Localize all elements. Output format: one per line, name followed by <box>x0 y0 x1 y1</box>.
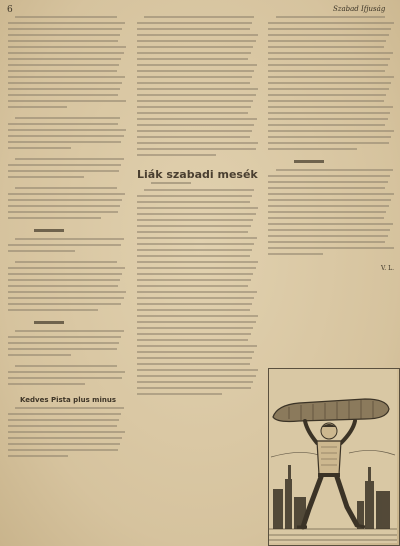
text-line <box>137 142 258 144</box>
text-line <box>137 76 252 78</box>
text-line <box>137 34 258 36</box>
text-line <box>268 193 394 195</box>
text-line <box>137 136 250 138</box>
text-line <box>144 16 254 18</box>
paragraph <box>8 158 126 178</box>
text-line <box>8 437 122 439</box>
text-line <box>8 129 126 131</box>
text-line <box>137 225 251 227</box>
text-line <box>15 16 116 18</box>
text-line <box>8 371 125 373</box>
text-line <box>137 130 252 132</box>
text-line <box>15 158 124 160</box>
paragraph <box>268 169 394 255</box>
text-line <box>15 238 124 240</box>
text-line <box>137 64 257 66</box>
text-line <box>8 70 117 72</box>
text-line <box>8 449 118 451</box>
paragraph <box>8 330 126 356</box>
text-line <box>144 189 254 191</box>
text-line <box>268 34 389 36</box>
text-line <box>8 82 122 84</box>
text-line <box>137 40 256 42</box>
text-line <box>268 136 391 138</box>
text-line <box>268 88 389 90</box>
text-line <box>268 58 390 60</box>
text-line <box>268 241 385 243</box>
text-line <box>137 327 253 329</box>
text-line <box>268 199 391 201</box>
paragraph <box>137 16 258 156</box>
text-line <box>268 112 390 114</box>
text-line <box>137 381 253 383</box>
text-line <box>137 52 251 54</box>
text-line <box>268 22 394 24</box>
text-line <box>137 363 250 365</box>
text-line <box>137 369 258 371</box>
text-line <box>8 34 120 36</box>
text-line <box>8 431 125 433</box>
paragraph <box>8 16 126 108</box>
text-line <box>137 112 248 114</box>
woodcut-illustration <box>268 368 400 546</box>
page-number: 6 <box>7 5 13 15</box>
text-line <box>137 297 254 299</box>
text-line <box>268 187 385 189</box>
text-line <box>8 106 67 108</box>
text-line <box>137 28 250 30</box>
text-line <box>268 253 323 255</box>
text-line <box>268 211 386 213</box>
text-line <box>8 285 118 287</box>
text-line <box>137 255 250 257</box>
text-line <box>268 94 386 96</box>
text-line <box>137 88 258 90</box>
text-line <box>15 261 116 263</box>
text-line <box>8 193 125 195</box>
text-line <box>8 22 125 24</box>
text-line <box>8 58 121 60</box>
text-line <box>8 135 124 137</box>
text-line <box>15 407 124 409</box>
text-line <box>137 70 254 72</box>
text-line <box>8 176 84 178</box>
text-line <box>8 279 120 281</box>
text-line <box>268 106 393 108</box>
text-line <box>268 217 384 219</box>
paragraph <box>8 261 126 311</box>
text-line <box>268 235 388 237</box>
text-line <box>137 345 257 347</box>
text-line <box>137 387 251 389</box>
text-line <box>137 357 252 359</box>
text-line <box>137 201 250 203</box>
text-line <box>137 309 250 311</box>
text-line <box>276 169 393 171</box>
text-line <box>137 339 248 341</box>
text-line <box>15 117 120 119</box>
text-line <box>8 443 120 445</box>
text-line <box>8 383 85 385</box>
text-line <box>268 70 385 72</box>
text-line <box>8 354 71 356</box>
text-line <box>268 130 394 132</box>
text-line <box>8 250 75 252</box>
paragraph <box>8 365 126 385</box>
text-line <box>137 46 253 48</box>
paragraph <box>8 187 126 219</box>
text-line <box>8 52 124 54</box>
text-line <box>8 425 117 427</box>
text-line <box>8 455 68 457</box>
text-line <box>8 273 122 275</box>
text-line <box>276 16 386 18</box>
text-line <box>15 365 116 367</box>
text-line <box>8 303 121 305</box>
text-line <box>8 217 101 219</box>
text-line <box>137 207 258 209</box>
text-line <box>268 148 357 150</box>
text-line <box>137 315 258 317</box>
text-line <box>137 148 256 150</box>
text-line <box>8 123 118 125</box>
text-line <box>8 291 126 293</box>
worker-with-mallet-drawing <box>269 369 397 543</box>
text-line <box>8 419 119 421</box>
text-line <box>8 297 124 299</box>
text-line <box>8 199 122 201</box>
paragraph <box>8 407 126 457</box>
text-line <box>8 244 121 246</box>
text-line <box>268 181 388 183</box>
text-line <box>268 229 390 231</box>
text-line <box>8 94 118 96</box>
text-line <box>8 141 121 143</box>
story-title: Liák szabadi mesék <box>137 168 258 181</box>
paragraph <box>137 189 258 395</box>
text-line <box>137 249 252 251</box>
text-line <box>137 243 254 245</box>
section-subheading: Kedves Pista plus minus <box>20 396 117 404</box>
text-line <box>268 52 393 54</box>
paragraph <box>8 117 126 149</box>
text-line <box>268 247 394 249</box>
text-line <box>8 28 122 30</box>
text-line <box>8 147 71 149</box>
text-line <box>137 291 257 293</box>
text-line <box>268 118 388 120</box>
small-heading <box>34 321 126 327</box>
text-line <box>137 118 257 120</box>
text-line <box>137 100 253 102</box>
text-line <box>137 279 251 281</box>
byline <box>151 182 191 184</box>
text-line <box>137 22 252 24</box>
text-line <box>137 267 256 269</box>
small-heading <box>34 229 126 235</box>
text-line <box>8 309 98 311</box>
paragraph <box>8 238 126 252</box>
text-line <box>137 333 251 335</box>
text-line <box>8 336 121 338</box>
text-line <box>268 223 393 225</box>
text-line <box>8 46 126 48</box>
text-line <box>8 267 125 269</box>
text-line <box>8 164 121 166</box>
text-line <box>137 261 258 263</box>
text-line <box>137 58 248 60</box>
text-line <box>268 142 389 144</box>
small-heading <box>294 160 394 166</box>
text-line <box>8 342 119 344</box>
text-line <box>268 124 385 126</box>
text-line <box>137 273 253 275</box>
text-line <box>137 351 254 353</box>
text-line <box>137 94 256 96</box>
text-line <box>137 124 254 126</box>
text-line <box>137 106 251 108</box>
text-line <box>137 303 252 305</box>
text-line <box>137 82 250 84</box>
text-line <box>8 413 121 415</box>
text-line <box>15 187 116 189</box>
text-line <box>8 348 117 350</box>
text-line <box>137 393 222 395</box>
running-title: Szabad Ifjuság <box>333 5 386 13</box>
text-line <box>8 205 120 207</box>
text-line <box>137 213 256 215</box>
text-line <box>8 100 126 102</box>
text-line <box>268 64 388 66</box>
text-line <box>8 64 119 66</box>
column-right <box>268 16 394 272</box>
text-line <box>268 40 386 42</box>
column-left <box>8 16 126 466</box>
text-line <box>8 211 118 213</box>
text-line <box>137 154 216 156</box>
paragraph <box>268 16 394 150</box>
text-line <box>268 205 389 207</box>
text-line <box>8 88 120 90</box>
text-line <box>137 285 248 287</box>
text-line <box>268 82 391 84</box>
text-line <box>268 100 384 102</box>
column-middle <box>137 16 258 404</box>
text-line <box>268 28 391 30</box>
text-line <box>15 330 124 332</box>
text-line <box>137 237 257 239</box>
text-line <box>8 170 119 172</box>
text-line <box>8 76 125 78</box>
text-line <box>8 377 122 379</box>
author-signature: V. L. <box>381 265 394 272</box>
text-line <box>137 375 256 377</box>
text-line <box>268 46 384 48</box>
text-line <box>137 219 253 221</box>
text-line <box>268 76 394 78</box>
text-line <box>268 175 390 177</box>
text-line <box>137 321 256 323</box>
text-line <box>137 231 248 233</box>
text-line <box>8 40 118 42</box>
text-line <box>137 195 252 197</box>
